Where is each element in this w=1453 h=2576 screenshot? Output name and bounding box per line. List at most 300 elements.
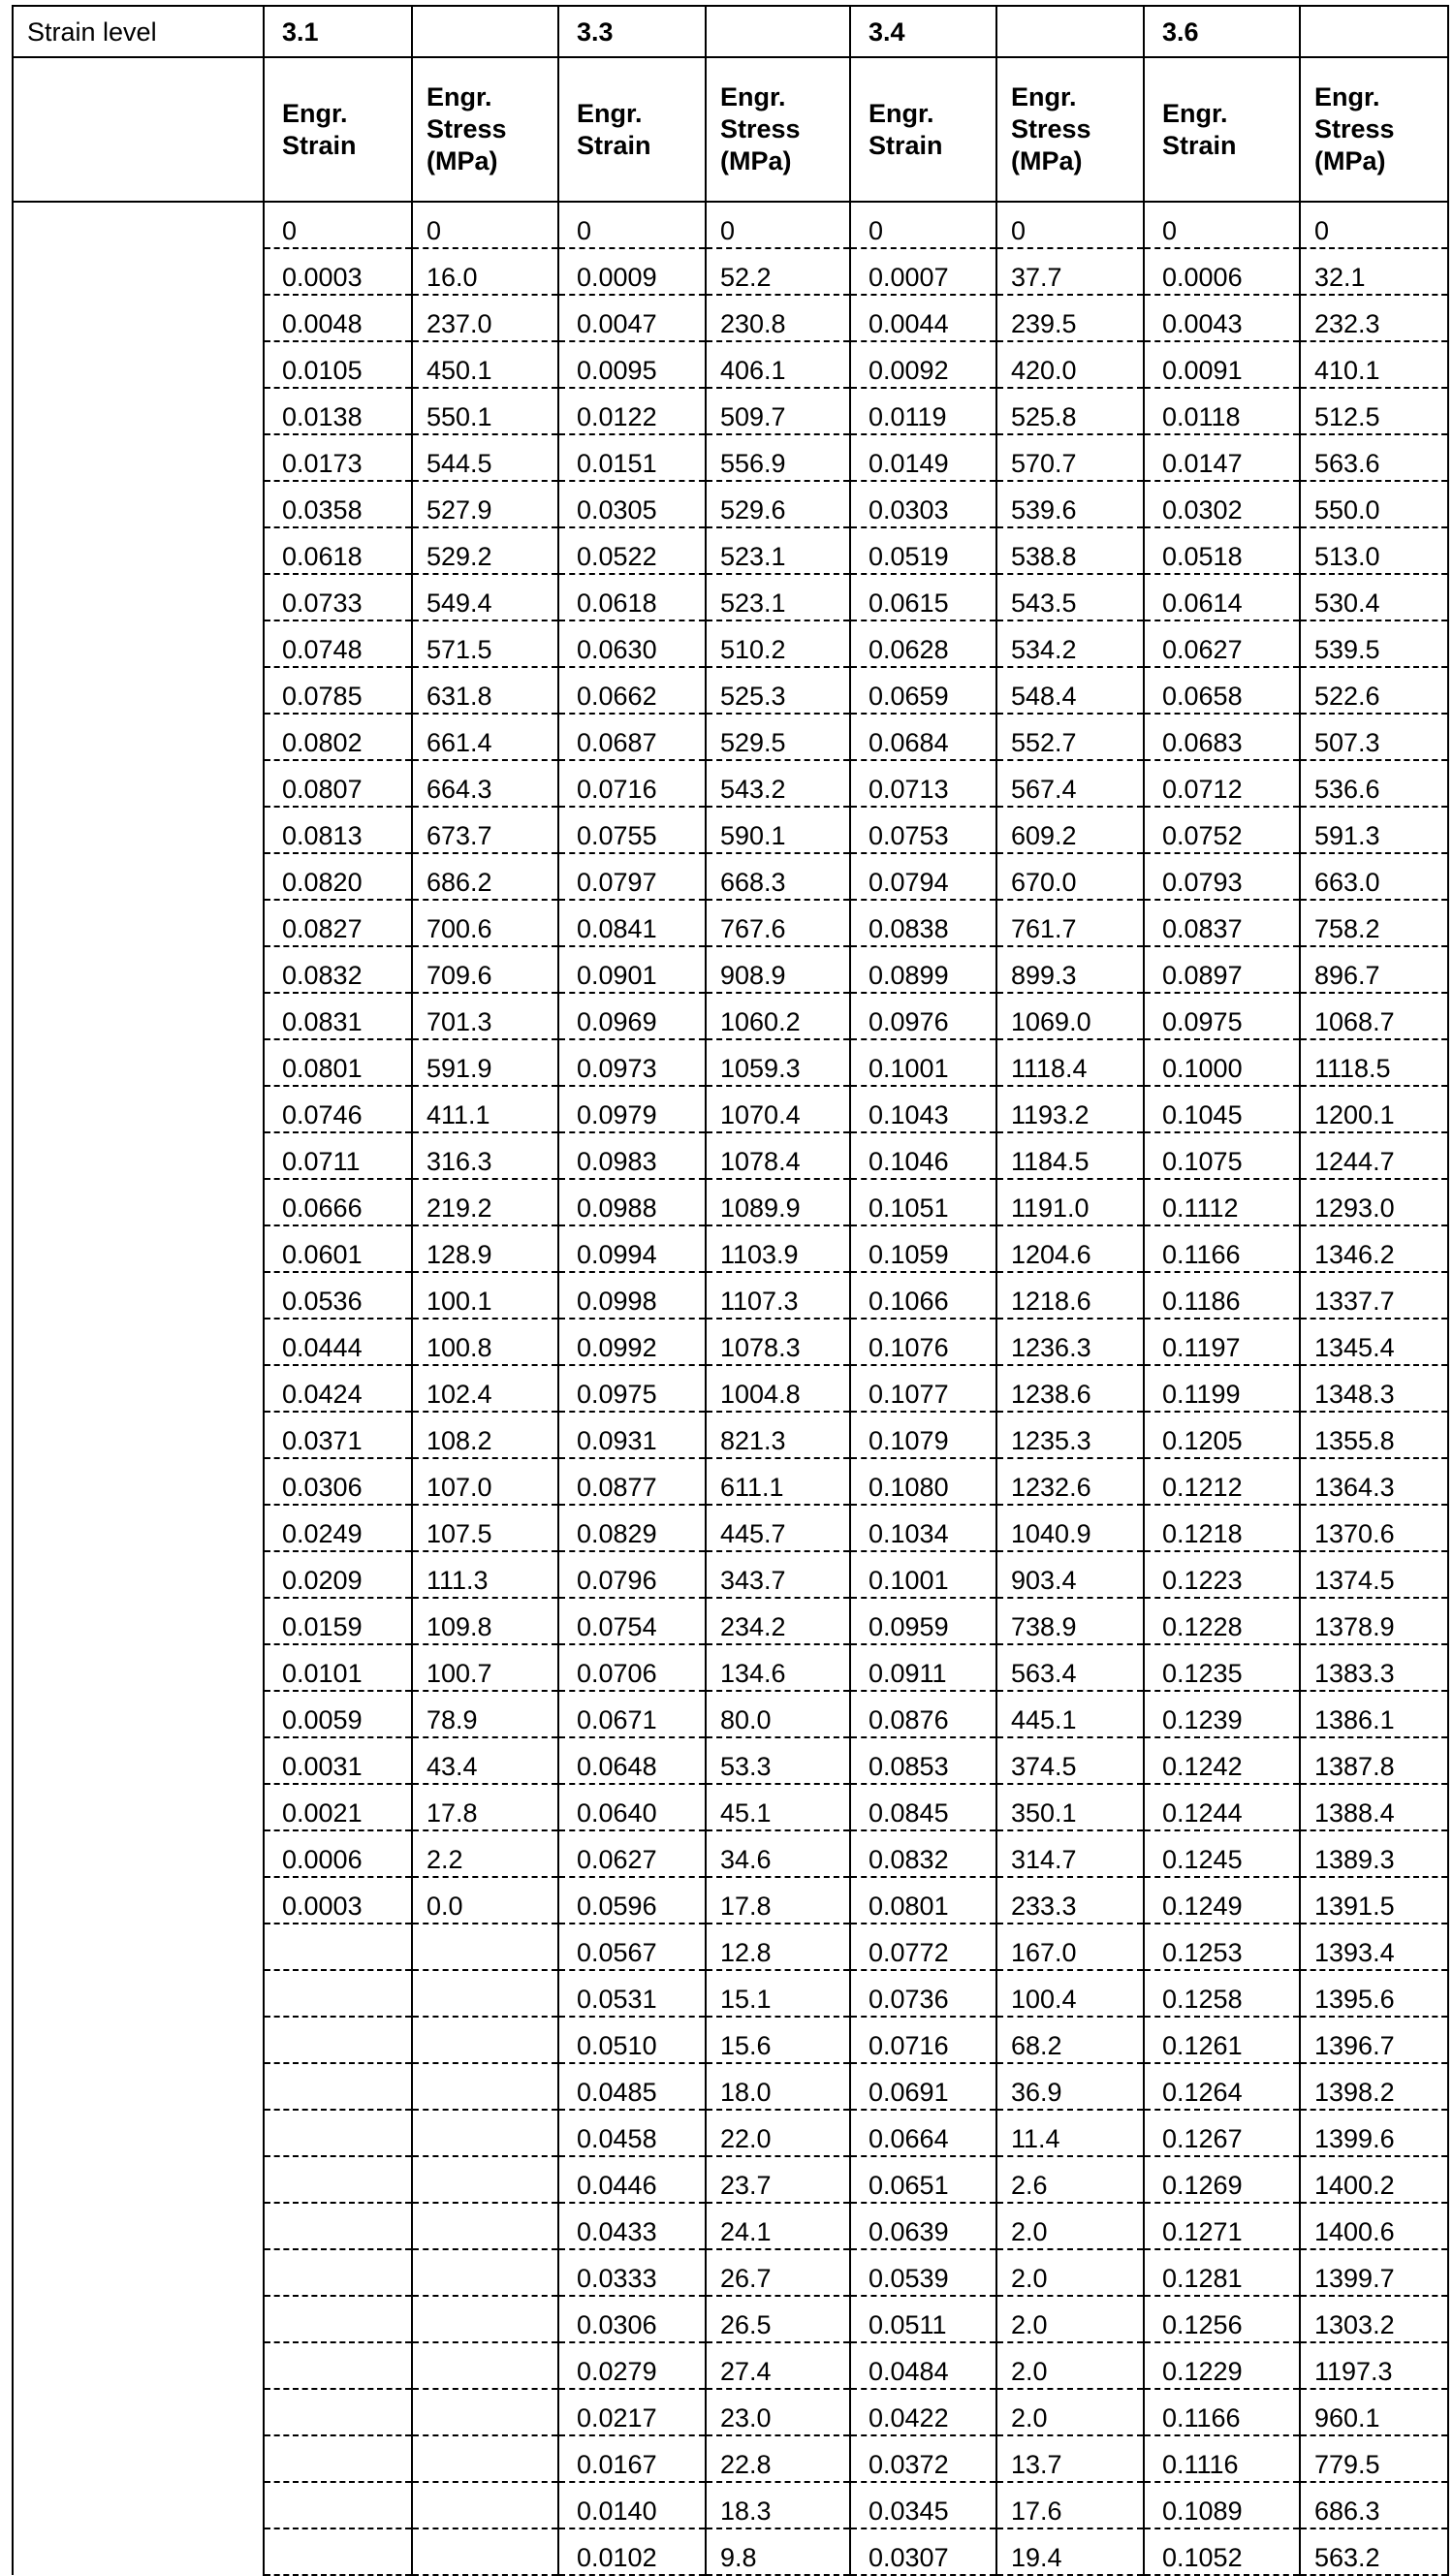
stress-cell <box>412 2296 558 2342</box>
row-label-cell <box>13 1830 264 1877</box>
strain-cell: 0.0009 <box>558 248 706 295</box>
strain-cell: 0.0975 <box>1144 993 1300 1039</box>
stress-cell: 548.4 <box>996 667 1144 714</box>
strain-cell: 0.0772 <box>850 1924 996 1970</box>
table-row <box>13 295 1448 341</box>
stress-cell: 1004.8 <box>706 1365 850 1412</box>
table-row <box>13 2203 1448 2249</box>
strain-cell: 0.0841 <box>558 900 706 946</box>
empty-header-cell <box>1300 6 1448 57</box>
strain-cell: 0.1051 <box>850 1179 996 1225</box>
strain-header: Engr. Strain <box>264 57 412 202</box>
table-row <box>13 434 1448 481</box>
table-row <box>13 853 1448 900</box>
strain-cell: 0.0684 <box>850 714 996 760</box>
row-label-cell <box>13 946 264 993</box>
table-row <box>13 1412 1448 1458</box>
stress-cell: 1393.4 <box>1300 1924 1448 1970</box>
stress-cell: 527.9 <box>412 481 558 527</box>
strain-cell: 0.0614 <box>1144 574 1300 620</box>
stress-cell <box>412 2482 558 2528</box>
strain-cell: 0.0021 <box>264 1784 412 1830</box>
table-row <box>13 1039 1448 1086</box>
stress-cell: 1078.4 <box>706 1132 850 1179</box>
stress-cell: 1068.7 <box>1300 993 1448 1039</box>
table-row <box>13 1598 1448 1644</box>
stress-cell: 663.0 <box>1300 853 1448 900</box>
stress-cell: 1337.7 <box>1300 1272 1448 1319</box>
strain-cell: 0.0531 <box>558 1970 706 2017</box>
stress-cell: 234.2 <box>706 1598 850 1644</box>
row-label-cell <box>13 2063 264 2110</box>
stress-cell: 908.9 <box>706 946 850 993</box>
strain-cell: 0.0639 <box>850 2203 996 2249</box>
row-label-cell <box>13 574 264 620</box>
stress-cell: 611.1 <box>706 1458 850 1505</box>
stress-cell: 343.7 <box>706 1551 850 1598</box>
row-label-cell <box>13 1412 264 1458</box>
strain-cell: 0.1076 <box>850 1319 996 1365</box>
strain-cell: 0.0217 <box>558 2389 706 2435</box>
strain-cell: 0.0651 <box>850 2156 996 2203</box>
strain-cell: 0.1239 <box>1144 1691 1300 1737</box>
stress-cell: 13.7 <box>996 2435 1144 2482</box>
strain-cell: 0.1186 <box>1144 1272 1300 1319</box>
stress-cell: 1218.6 <box>996 1272 1144 1319</box>
strain-cell <box>264 2203 412 2249</box>
strain-cell: 0.0711 <box>264 1132 412 1179</box>
strain-cell: 0.0279 <box>558 2342 706 2389</box>
strain-cell: 0.1256 <box>1144 2296 1300 2342</box>
stress-cell: 523.1 <box>706 527 850 574</box>
row-label-cell <box>13 760 264 807</box>
stress-cell: 237.0 <box>412 295 558 341</box>
strain-cell: 0.0618 <box>558 574 706 620</box>
strain-cell: 0.1045 <box>1144 1086 1300 1132</box>
strain-cell: 0.1258 <box>1144 1970 1300 2017</box>
strain-cell: 0.0118 <box>1144 388 1300 434</box>
strain-cell: 0.0140 <box>558 2482 706 2528</box>
strain-cell: 0.0305 <box>558 481 706 527</box>
stress-cell: 563.4 <box>996 1644 1144 1691</box>
strain-cell: 0.1000 <box>1144 1039 1300 1086</box>
strain-cell <box>264 2342 412 2389</box>
stress-cell: 1387.8 <box>1300 1737 1448 1784</box>
stress-cell: 1060.2 <box>706 993 850 1039</box>
column-header-row <box>13 57 1448 202</box>
stress-cell: 18.3 <box>706 2482 850 2528</box>
strain-cell: 0 <box>264 202 412 248</box>
strain-cell: 0.0522 <box>558 527 706 574</box>
row-label-cell <box>13 900 264 946</box>
row-label-cell <box>13 2296 264 2342</box>
stress-cell: 1391.5 <box>1300 1877 1448 1924</box>
strain-header: Engr. Strain <box>558 57 706 202</box>
row-label-cell <box>13 1458 264 1505</box>
stress-cell: 411.1 <box>412 1086 558 1132</box>
stress-cell: 590.1 <box>706 807 850 853</box>
strain-cell: 0.1264 <box>1144 2063 1300 2110</box>
strain-cell <box>264 2063 412 2110</box>
stress-cell: 609.2 <box>996 807 1144 853</box>
stress-cell: 563.6 <box>1300 434 1448 481</box>
strain-cell: 0.0007 <box>850 248 996 295</box>
strain-cell: 0.0666 <box>264 1179 412 1225</box>
stress-cell: 686.2 <box>412 853 558 900</box>
strain-cell: 0.0536 <box>264 1272 412 1319</box>
stress-cell: 17.8 <box>412 1784 558 1830</box>
strain-cell: 0.0209 <box>264 1551 412 1598</box>
stress-cell: 570.7 <box>996 434 1144 481</box>
strain-cell: 0.0976 <box>850 993 996 1039</box>
stress-cell: 1388.4 <box>1300 1784 1448 1830</box>
strain-cell: 0.0687 <box>558 714 706 760</box>
strain-cell: 0.1228 <box>1144 1598 1300 1644</box>
strain-cell: 0.0664 <box>850 2110 996 2156</box>
strain-stress-table <box>12 5 1449 2576</box>
stress-cell: 420.0 <box>996 341 1144 388</box>
strain-cell: 0.0716 <box>558 760 706 807</box>
row-label-cell <box>13 1365 264 1412</box>
strain-cell: 0.0138 <box>264 388 412 434</box>
stress-cell: 128.9 <box>412 1225 558 1272</box>
table-row <box>13 2528 1448 2575</box>
stress-cell <box>412 2389 558 2435</box>
stress-cell: 709.6 <box>412 946 558 993</box>
table-row <box>13 2017 1448 2063</box>
row-label-cell <box>13 2389 264 2435</box>
strain-cell: 0.0518 <box>1144 527 1300 574</box>
stress-cell: 374.5 <box>996 1737 1144 1784</box>
strain-cell: 0.0358 <box>264 481 412 527</box>
stress-cell: 406.1 <box>706 341 850 388</box>
strain-cell: 0.0091 <box>1144 341 1300 388</box>
strain-cell: 0.1046 <box>850 1132 996 1179</box>
stress-cell: 1293.0 <box>1300 1179 1448 1225</box>
stress-cell: 15.1 <box>706 1970 850 2017</box>
stress-cell: 563.2 <box>1300 2528 1448 2575</box>
stress-cell: 903.4 <box>996 1551 1144 1598</box>
stress-cell <box>412 2063 558 2110</box>
strain-cell: 0.0683 <box>1144 714 1300 760</box>
strain-level-3-6: 3.6 <box>1144 6 1300 57</box>
stress-cell: 549.4 <box>412 574 558 620</box>
row-label-cell <box>13 1086 264 1132</box>
stress-cell <box>412 1924 558 1970</box>
strain-cell: 0.0648 <box>558 1737 706 1784</box>
strain-cell: 0.0006 <box>1144 248 1300 295</box>
strain-cell: 0.0122 <box>558 388 706 434</box>
stress-cell: 1355.8 <box>1300 1412 1448 1458</box>
stress-cell: 1078.3 <box>706 1319 850 1365</box>
table-row <box>13 1830 1448 1877</box>
strain-cell: 0.0659 <box>850 667 996 714</box>
strain-cell: 0.0716 <box>850 2017 996 2063</box>
table-row <box>13 1924 1448 1970</box>
row-label-cell <box>13 1039 264 1086</box>
strain-cell <box>264 2156 412 2203</box>
strain-cell <box>264 2110 412 2156</box>
table-row <box>13 667 1448 714</box>
strain-cell: 0.1079 <box>850 1412 996 1458</box>
stress-cell: 538.8 <box>996 527 1144 574</box>
strain-header: Engr. Strain <box>850 57 996 202</box>
strain-cell: 0.0147 <box>1144 434 1300 481</box>
table-row <box>13 2110 1448 2156</box>
strain-cell: 0.0801 <box>850 1877 996 1924</box>
stress-cell: 107.5 <box>412 1505 558 1551</box>
table-row <box>13 1737 1448 1784</box>
stress-cell: 529.5 <box>706 714 850 760</box>
row-label-cell <box>13 2342 264 2389</box>
stress-cell: 233.3 <box>996 1877 1144 1924</box>
row-label-cell <box>13 1784 264 1830</box>
table-row <box>13 1551 1448 1598</box>
table-row <box>13 1132 1448 1179</box>
table-row <box>13 807 1448 853</box>
table-row <box>13 1458 1448 1505</box>
strain-cell: 0.0994 <box>558 1225 706 1272</box>
stress-cell: 543.5 <box>996 574 1144 620</box>
table-row <box>13 2435 1448 2482</box>
strain-cell: 0.1080 <box>850 1458 996 1505</box>
table-row <box>13 1365 1448 1412</box>
stress-cell: 445.1 <box>996 1691 1144 1737</box>
table-row <box>13 481 1448 527</box>
strain-cell: 0.0785 <box>264 667 412 714</box>
stress-cell <box>412 2110 558 2156</box>
stress-cell: 550.0 <box>1300 481 1448 527</box>
strain-cell: 0.1116 <box>1144 2435 1300 2482</box>
stress-cell: 512.5 <box>1300 388 1448 434</box>
stress-cell: 32.1 <box>1300 248 1448 295</box>
strain-cell: 0.1229 <box>1144 2342 1300 2389</box>
stress-cell: 0.0 <box>412 1877 558 1924</box>
strain-cell: 0.0511 <box>850 2296 996 2342</box>
strain-cell: 0.0627 <box>1144 620 1300 667</box>
stress-cell: 0 <box>996 202 1144 248</box>
strain-cell: 0.0485 <box>558 2063 706 2110</box>
stress-cell: 12.8 <box>706 1924 850 1970</box>
stress-cell: 1244.7 <box>1300 1132 1448 1179</box>
strain-cell: 0.0618 <box>264 527 412 574</box>
stress-cell: 1200.1 <box>1300 1086 1448 1132</box>
table-row <box>13 2482 1448 2528</box>
stress-cell: 445.7 <box>706 1505 850 1551</box>
stress-cell: 591.9 <box>412 1039 558 1086</box>
strain-cell: 0.0831 <box>264 993 412 1039</box>
stress-cell: 2.0 <box>996 2389 1144 2435</box>
strain-cell: 0.0876 <box>850 1691 996 1737</box>
stress-cell: 1348.3 <box>1300 1365 1448 1412</box>
stress-cell <box>412 2203 558 2249</box>
row-label-cell <box>13 1319 264 1365</box>
table-row <box>13 946 1448 993</box>
strain-cell: 0.1281 <box>1144 2249 1300 2296</box>
stress-cell: 108.2 <box>412 1412 558 1458</box>
stress-cell: 53.3 <box>706 1737 850 1784</box>
table-row <box>13 248 1448 295</box>
strain-level-3-4: 3.4 <box>850 6 996 57</box>
empty-header-cell <box>412 6 558 57</box>
row-label-cell <box>13 1737 264 1784</box>
strain-cell: 0.1075 <box>1144 1132 1300 1179</box>
stress-cell <box>412 2435 558 2482</box>
stress-header: Engr. Stress (MPa) <box>996 57 1144 202</box>
strain-cell: 0.0105 <box>264 341 412 388</box>
strain-cell: 0.0755 <box>558 807 706 853</box>
strain-cell: 0.1253 <box>1144 1924 1300 1970</box>
table-row <box>13 2249 1448 2296</box>
strain-cell: 0.0615 <box>850 574 996 620</box>
stress-cell: 661.4 <box>412 714 558 760</box>
stress-cell: 1204.6 <box>996 1225 1144 1272</box>
strain-cell: 0.1267 <box>1144 2110 1300 2156</box>
stress-cell: 1364.3 <box>1300 1458 1448 1505</box>
row-label-cell <box>13 248 264 295</box>
stress-cell: 230.8 <box>706 295 850 341</box>
row-label-cell <box>13 1877 264 1924</box>
stress-cell: 571.5 <box>412 620 558 667</box>
stress-cell: 513.0 <box>1300 527 1448 574</box>
stress-cell: 11.4 <box>996 2110 1144 2156</box>
row-label-cell <box>13 807 264 853</box>
strain-cell: 0.0444 <box>264 1319 412 1365</box>
stress-cell: 2.0 <box>996 2203 1144 2249</box>
stress-cell: 1395.6 <box>1300 1970 1448 2017</box>
row-label-cell <box>13 341 264 388</box>
stress-cell: 36.9 <box>996 2063 1144 2110</box>
strain-cell <box>264 2249 412 2296</box>
strain-cell: 0 <box>850 202 996 248</box>
strain-cell: 0.0827 <box>264 900 412 946</box>
strain-cell: 0.0931 <box>558 1412 706 1458</box>
stress-cell: 314.7 <box>996 1830 1144 1877</box>
stress-cell: 534.2 <box>996 620 1144 667</box>
stress-cell: 134.6 <box>706 1644 850 1691</box>
stress-cell: 107.0 <box>412 1458 558 1505</box>
row-label-cell <box>13 481 264 527</box>
stress-cell: 701.3 <box>412 993 558 1039</box>
stress-cell: 100.7 <box>412 1644 558 1691</box>
stress-cell: 100.4 <box>996 1970 1144 2017</box>
stress-cell: 510.2 <box>706 620 850 667</box>
strain-cell: 0.1077 <box>850 1365 996 1412</box>
strain-level-label: Strain level <box>13 6 264 57</box>
strain-cell: 0.0510 <box>558 2017 706 2063</box>
stress-cell: 167.0 <box>996 1924 1144 1970</box>
strain-cell: 0.1112 <box>1144 1179 1300 1225</box>
stress-cell: 1399.6 <box>1300 2110 1448 2156</box>
table-row <box>13 1644 1448 1691</box>
stress-cell: 1389.3 <box>1300 1830 1448 1877</box>
stress-cell <box>412 2528 558 2575</box>
row-label-cell <box>13 295 264 341</box>
strain-cell: 0.1212 <box>1144 1458 1300 1505</box>
stress-cell: 80.0 <box>706 1691 850 1737</box>
strain-cell: 0.0853 <box>850 1737 996 1784</box>
table-row <box>13 2063 1448 2110</box>
strain-cell: 0.1271 <box>1144 2203 1300 2249</box>
strain-cell: 0.0031 <box>264 1737 412 1784</box>
stress-cell: 17.8 <box>706 1877 850 1924</box>
strain-cell: 0.0829 <box>558 1505 706 1551</box>
stress-cell: 22.8 <box>706 2435 850 2482</box>
strain-cell: 0.0333 <box>558 2249 706 2296</box>
stress-cell: 26.5 <box>706 2296 850 2342</box>
stress-cell: 509.7 <box>706 388 850 434</box>
row-label-cell <box>13 2017 264 2063</box>
table-row <box>13 1970 1448 2017</box>
stress-cell: 543.2 <box>706 760 850 807</box>
stress-cell: 34.6 <box>706 1830 850 1877</box>
stress-cell: 523.1 <box>706 574 850 620</box>
strain-cell: 0.0969 <box>558 993 706 1039</box>
strain-cell <box>264 1970 412 2017</box>
strain-cell: 0.0149 <box>850 434 996 481</box>
empty-header-cell <box>706 6 850 57</box>
stress-cell: 22.0 <box>706 2110 850 2156</box>
stress-cell: 522.6 <box>1300 667 1448 714</box>
stress-cell: 24.1 <box>706 2203 850 2249</box>
stress-cell: 1040.9 <box>996 1505 1144 1551</box>
strain-cell: 0.0302 <box>1144 481 1300 527</box>
stress-cell: 525.8 <box>996 388 1144 434</box>
strain-cell: 0.0048 <box>264 295 412 341</box>
strain-cell: 0.0628 <box>850 620 996 667</box>
strain-cell: 0.0424 <box>264 1365 412 1412</box>
stress-cell: 738.9 <box>996 1598 1144 1644</box>
stress-cell: 37.7 <box>996 248 1144 295</box>
strain-cell: 0.0306 <box>558 2296 706 2342</box>
strain-cell: 0.0043 <box>1144 295 1300 341</box>
stress-cell: 0 <box>412 202 558 248</box>
row-label-cell <box>13 1691 264 1737</box>
stress-cell <box>412 2249 558 2296</box>
strain-cell: 0.0044 <box>850 295 996 341</box>
stress-cell: 1345.4 <box>1300 1319 1448 1365</box>
table-row <box>13 760 1448 807</box>
stress-cell: 1378.9 <box>1300 1598 1448 1644</box>
strain-cell: 0.0832 <box>850 1830 996 1877</box>
strain-cell: 0.1001 <box>850 1551 996 1598</box>
strain-cell: 0.0119 <box>850 388 996 434</box>
row-label-cell <box>13 1132 264 1179</box>
strain-cell <box>264 2482 412 2528</box>
strain-cell: 0.0691 <box>850 2063 996 2110</box>
row-label-cell <box>13 2110 264 2156</box>
stress-cell: 1235.3 <box>996 1412 1144 1458</box>
strain-cell: 0.0975 <box>558 1365 706 1412</box>
stress-cell: 1107.3 <box>706 1272 850 1319</box>
stress-cell: 100.1 <box>412 1272 558 1319</box>
strain-cell: 0.0706 <box>558 1644 706 1691</box>
strain-cell: 0.0754 <box>558 1598 706 1644</box>
strain-cell: 0.0345 <box>850 2482 996 2528</box>
strain-cell: 0.0736 <box>850 1970 996 2017</box>
stress-cell: 1191.0 <box>996 1179 1144 1225</box>
table-row <box>13 1877 1448 1924</box>
stress-cell: 761.7 <box>996 900 1144 946</box>
table-row <box>13 574 1448 620</box>
strain-cell: 0.0102 <box>558 2528 706 2575</box>
stress-cell <box>412 2342 558 2389</box>
strain-cell: 0.0748 <box>264 620 412 667</box>
row-label-cell <box>13 1551 264 1598</box>
strain-cell: 0.1242 <box>1144 1737 1300 1784</box>
table-row <box>13 2342 1448 2389</box>
stress-cell: 1370.6 <box>1300 1505 1448 1551</box>
